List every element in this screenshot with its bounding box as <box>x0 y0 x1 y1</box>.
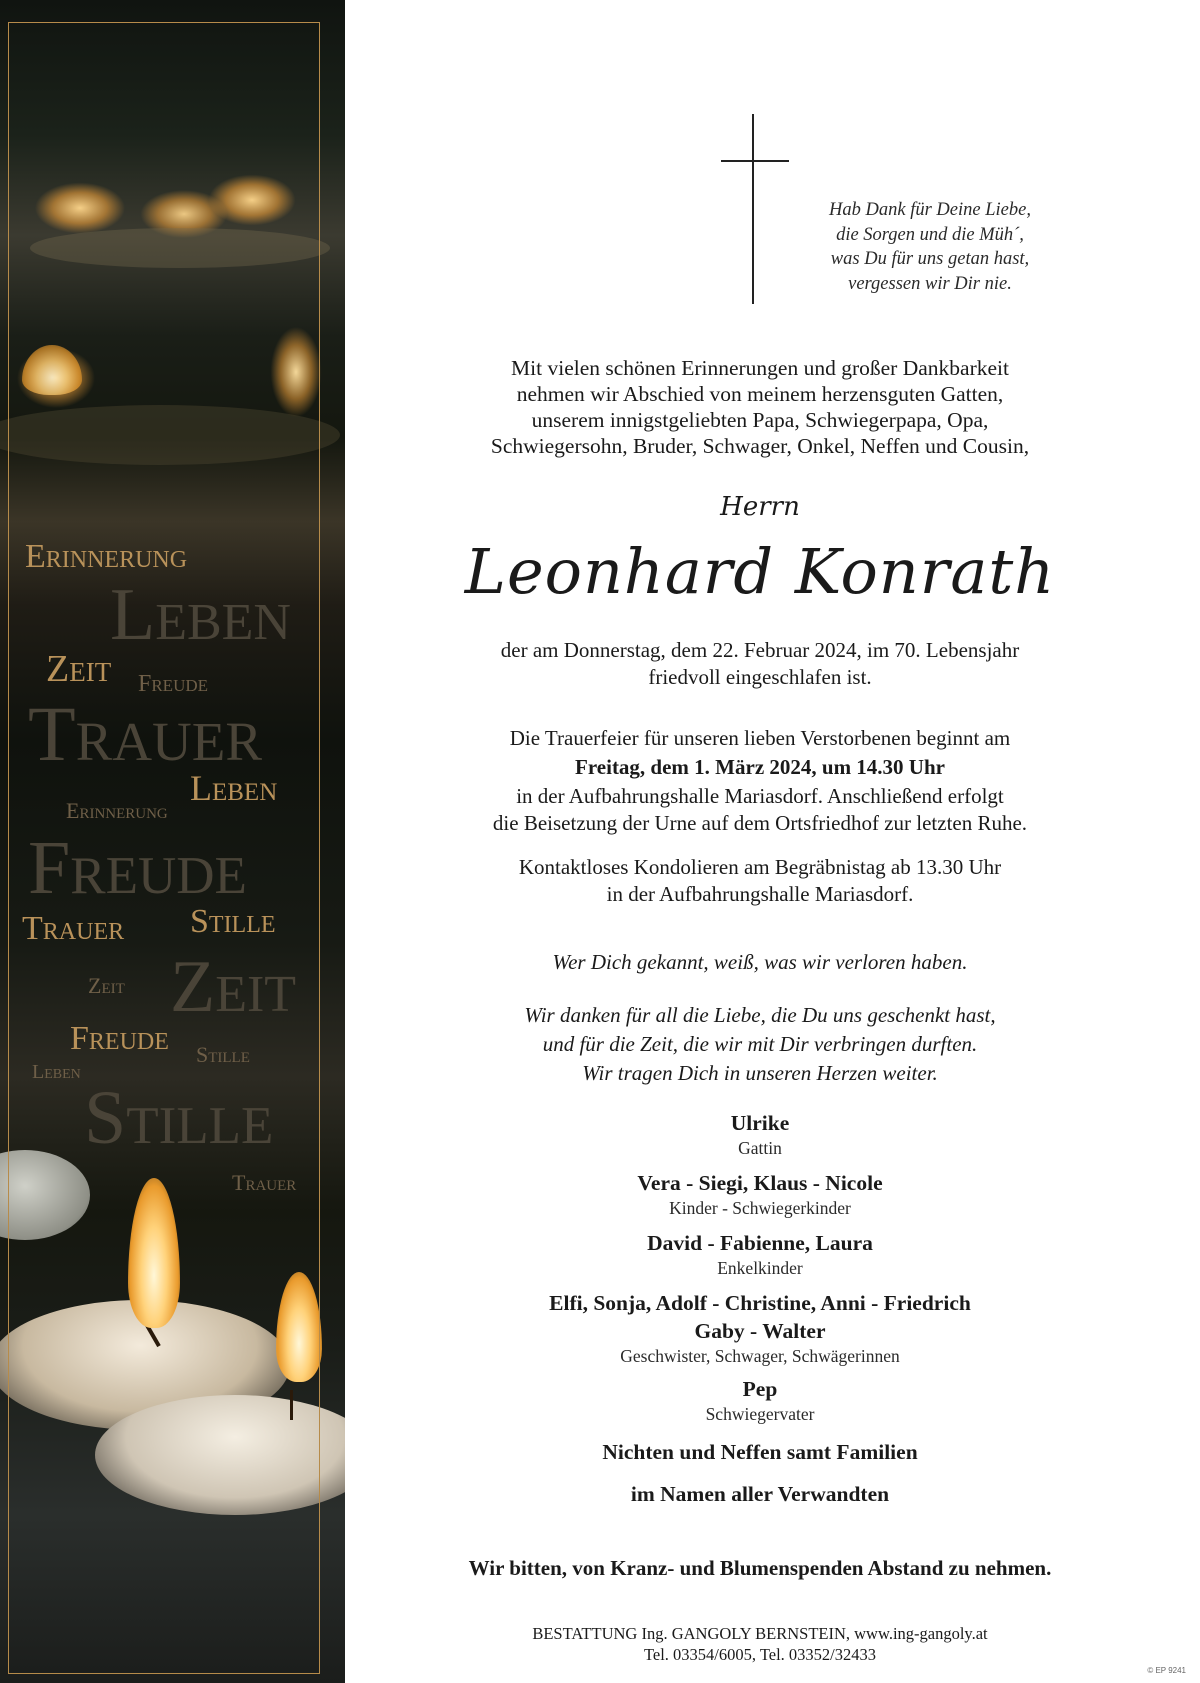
family-names: Vera - Siegi, Klaus - Nicole <box>637 1171 883 1195</box>
candle-photo-band <box>0 0 345 1683</box>
decor-word: Leben <box>110 574 291 656</box>
decor-word: Trauer <box>22 910 125 947</box>
decor-word: Freude <box>138 671 209 697</box>
quote-line: Wir danken für all die Liebe, die Du uns geschenkt hast, <box>524 1003 996 1027</box>
cross-icon <box>752 114 754 304</box>
family-entry <box>420 1109 1100 1159</box>
family-relation: Kinder - Schwiegerkinder <box>669 1198 851 1218</box>
decor-word: Stille <box>84 1076 274 1160</box>
family-names: Gaby - Walter <box>694 1319 826 1343</box>
family-relation: Enkelkinder <box>717 1258 803 1278</box>
salutation: Herrn <box>720 492 800 522</box>
verse-line: die Sorgen und die Müh´, <box>836 224 1024 245</box>
verse-line: was Du für uns getan hast, <box>830 249 1030 269</box>
quote-line: Wir tragen Dich in unseren Herzen weiter. <box>582 1061 938 1085</box>
decor-word: Stille <box>196 1042 250 1067</box>
intro-line: Mit vielen schönen Erinnerungen und großer Dankbarkeit <box>511 356 1009 380</box>
family-names: Elfi, Sonja, Adolf - Christine, Anni - Friedrich <box>549 1291 971 1315</box>
verse-line: vergessen wir Dir nie. <box>848 273 1012 294</box>
family-names: David - Fabienne, Laura <box>647 1231 873 1255</box>
death-notice <box>420 637 1100 691</box>
intro-text <box>420 355 1100 459</box>
ceremony-info <box>420 725 1100 837</box>
family-entry <box>420 1229 1100 1279</box>
decor-word: Trauer <box>232 1170 297 1195</box>
family-list <box>420 1109 1100 1425</box>
decor-word: Freude <box>70 1020 169 1057</box>
verse <box>790 198 1070 296</box>
family-entry <box>420 1375 1100 1425</box>
ceremony-line: Die Trauerfeier für unseren lieben Verstorbenen beginnt am <box>509 726 1011 750</box>
quote-2 <box>420 1001 1100 1088</box>
family-relation: Gattin <box>738 1138 782 1158</box>
footer-line: BESTATTUNG Ing. GANGOLY BERNSTEIN, www.ing-gangoly.at <box>532 1624 988 1643</box>
decor-word: Erinnerung <box>66 798 168 823</box>
deceased-name: Leonhard Konrath <box>464 535 1056 608</box>
decor-word: Zeit <box>170 946 297 1028</box>
decor-word: Freude <box>28 826 247 910</box>
decor-word: Erinnerung <box>25 538 188 575</box>
family-entry <box>420 1289 1100 1367</box>
ceremony-date: Freitag, dem 1. März 2024, um 14.30 Uhr <box>575 755 945 779</box>
closing-line-2: im Namen aller Verwandten <box>630 1482 890 1506</box>
family-entry <box>420 1169 1100 1219</box>
intro-line: unserem innigstgeliebten Papa, Schwiegerpapa, Opa, <box>531 408 989 432</box>
decor-word: Zeit <box>46 648 112 690</box>
ceremony-line: in der Aufbahrungshalle Mariasdorf. Anschließend erfolgt <box>516 784 1004 808</box>
ceremony-line: die Beisetzung der Urne auf dem Ortsfriedhof zur letzten Ruhe. <box>492 811 1028 835</box>
document-code: © EP 9241 <box>1147 1666 1186 1675</box>
decor-word: Stille <box>190 903 276 940</box>
flower-request: Wir bitten, von Kranz- und Blumenspenden Abstand zu nehmen. <box>468 1556 1052 1580</box>
verse-line: Hab Dank für Deine Liebe, <box>829 200 1031 220</box>
family-relation: Schwiegervater <box>705 1404 815 1424</box>
death-line: der am Donnerstag, dem 22. Februar 2024, im 70. Lebensjahr <box>500 638 1020 662</box>
condolence-line: in der Aufbahrungshalle Mariasdorf. <box>606 882 914 906</box>
cross-icon-bar <box>721 160 789 162</box>
death-line: friedvoll eingeschlafen ist. <box>648 665 872 689</box>
decor-word: Zeit <box>88 973 125 998</box>
decor-word: Leben <box>190 768 278 808</box>
footer-line: Tel. 03354/6005, Tel. 03352/32433 <box>643 1645 877 1664</box>
gold-frame <box>8 22 320 1674</box>
intro-line: nehmen wir Abschied von meinem herzensguten Gatten, <box>516 382 1004 406</box>
family-relation: Geschwister, Schwager, Schwägerinnen <box>620 1346 900 1366</box>
family-names: Pep <box>742 1377 778 1401</box>
family-names: Ulrike <box>730 1111 790 1135</box>
footer <box>420 1623 1100 1665</box>
quote-line: und für die Zeit, die wir mit Dir verbringen durften. <box>542 1032 978 1056</box>
quote-1: Wer Dich gekannt, weiß, was wir verloren haben. <box>552 950 968 974</box>
decor-word: Leben <box>32 1061 81 1083</box>
closing-line-1: Nichten und Neffen samt Familien <box>602 1440 918 1464</box>
decor-word: Trauer <box>28 690 263 777</box>
intro-line: Schwiegersohn, Bruder, Schwager, Onkel, Neffen und Cousin, <box>490 434 1030 458</box>
condolence-info <box>420 854 1100 908</box>
condolence-line: Kontaktloses Kondolieren am Begräbnistag ab 13.30 Uhr <box>518 855 1002 879</box>
